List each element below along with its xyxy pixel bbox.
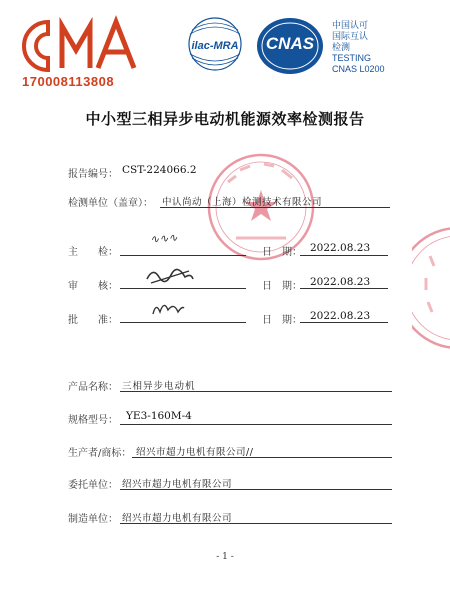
client-unit-label: 委托单位： [68,480,118,491]
product-name-underline [120,391,392,392]
testing-unit-value: 中认尚动（上海）检测技术有限公司 [162,197,323,208]
model-value: YE3-160M-4 [126,410,192,422]
manufacturer-label: 制造单位： [68,514,118,525]
report-title: 中小型三相异步电动机能源效率检测报告 [85,110,365,128]
manufacturer-underline [120,523,392,524]
product-name-value: 三相异步电动机 [122,381,196,392]
approver-underline [120,322,246,323]
approver-label: 批 准： [68,315,118,326]
producer-value: 绍兴市超力电机有限公司// [136,447,254,458]
reviewer-date-label: 日 期： [262,281,302,292]
inspector-label: 主 检： [68,247,118,258]
testing-unit-underline [160,207,390,208]
client-unit-value: 绍兴市超力电机有限公司 [122,479,233,490]
cnas-info-line: 国际互认 [332,31,369,41]
approver-signature [150,298,186,320]
reviewer-label: 审 核： [68,281,118,292]
cma-logo [18,14,140,76]
cnas-label: CNAS [265,34,315,53]
cma-number: 170008113808 [22,74,115,89]
report-number-value: CST-224066.2 [122,164,197,176]
cnas-info-line: 中国认可 [332,20,369,30]
cnas-info-line: 检测 [332,42,351,52]
manufacturer-value: 绍兴市超力电机有限公司 [122,513,233,524]
approver-date-value: 2022.08.23 [310,310,371,322]
model-underline [120,424,392,425]
reviewer-signature [145,265,195,287]
page-number: - 1 - [216,552,234,562]
inspector-signature: ∿∿∿ [149,231,179,246]
approver-date-underline [300,322,388,323]
inspector-date-underline [300,255,388,256]
client-unit-underline [120,489,392,490]
cnas-info-line: TESTING [332,53,372,63]
producer-underline [132,457,392,458]
edge-seal-stamp [412,226,450,350]
reviewer-date-underline [300,288,388,289]
cnas-info-line: CNAS L0200 [332,64,385,74]
approver-date-label: 日 期： [262,315,302,326]
testing-unit-label: 检测单位（盖章）： [68,198,153,209]
producer-label: 生产者/商标： [68,448,132,459]
cnas-accreditation-info [332,20,442,75]
inspector-underline [120,255,246,256]
reviewer-date-value: 2022.08.23 [310,276,371,288]
product-name-label: 产品名称： [68,382,118,393]
reviewer-underline [120,288,246,289]
ilac-mra-label: ilac-MRA [191,40,239,52]
report-number-label: 报告编号： [68,169,118,180]
inspector-date-label: 日 期： [262,247,302,258]
model-label: 规格型号： [68,415,118,426]
inspector-date-value: 2022.08.23 [310,242,371,254]
